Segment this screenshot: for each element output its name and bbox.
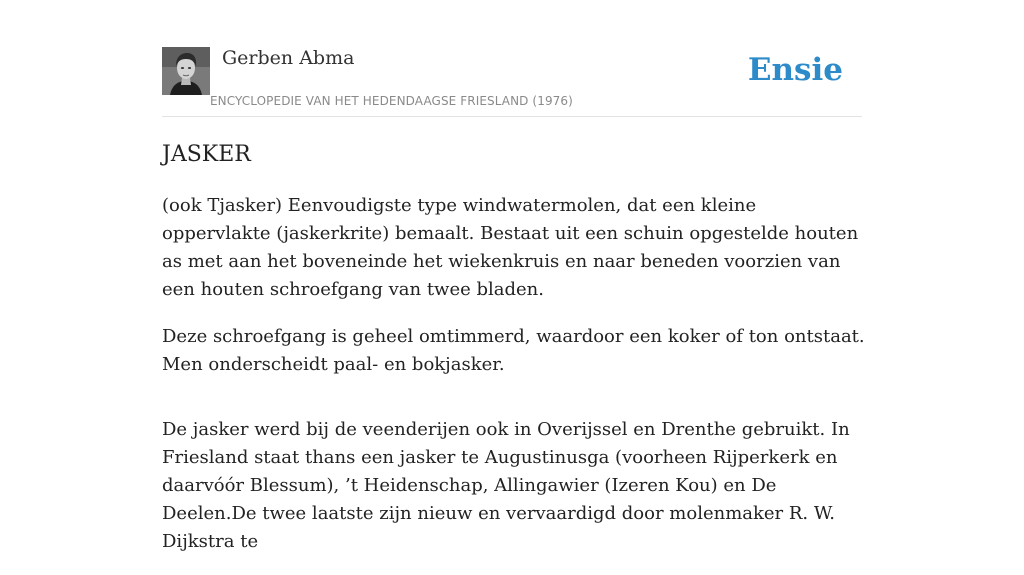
author-avatar[interactable]: [162, 47, 210, 95]
author-name-link[interactable]: Gerben Abma: [222, 47, 355, 69]
article-paragraph: Deze schroefgang is geheel omtimmerd, waardoor een koker of ton ontstaat. Men onderscheidt paal- en bokjasker.: [162, 326, 865, 375]
article-title: JASKER: [162, 142, 251, 167]
article-paragraph: De jasker werd bij de veenderijen ook in Overijssel en Drenthe gebruikt. In Friesland staat thans een jasker te Augustinusga (voorheen Rijperkerk en daarvóór Blessum), ’t Heidenschap, Allingawier (Izeren Kou) en De Deelen.De twee laatste zijn nieuw en vervaardigd door molenmaker R. W. Dijkstra te: [162, 419, 850, 552]
author-portrait-icon: [162, 47, 210, 95]
ensie-logo-link[interactable]: Ensie: [747, 52, 843, 88]
article-header: [162, 46, 862, 117]
article-paragraph: (ook Tjasker) Eenvoudigste type windwatermolen, dat een kleine oppervlakte (jaskerkrite) bemaalt. Bestaat uit een schuin opgestelde houten as met aan het boveneinde het wiekenkruis en naar beneden voorzien van een houten schroefgang van twee bladen.: [162, 195, 859, 300]
source-link[interactable]: ENCYCLOPEDIE VAN HET HEDENDAAGSE FRIESLAND (1976): [210, 94, 573, 108]
article-body: [162, 192, 867, 575]
